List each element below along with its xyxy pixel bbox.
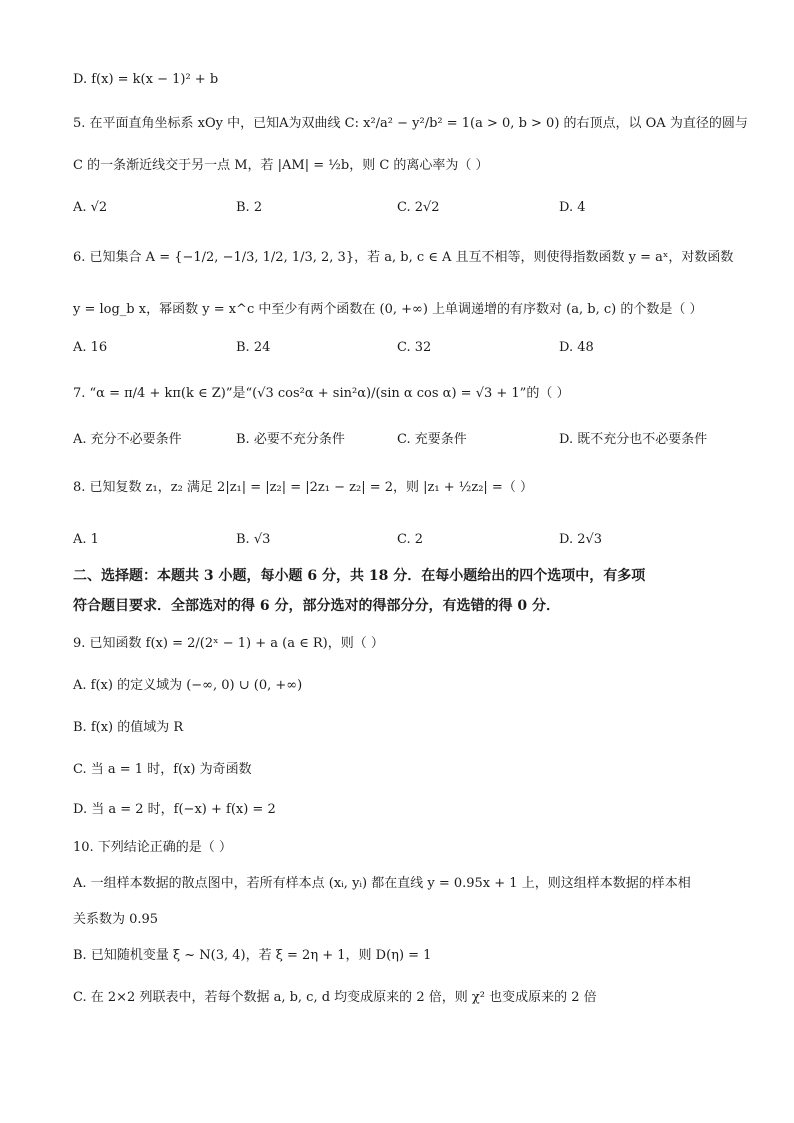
q6-option-c: C. 32 — [397, 340, 432, 355]
q10-option-c: C. 在 2×2 列联表中，若每个数据 a, b, c, d 均变成原来的 2 倍，则 χ² 也变成原来的 2 倍 — [73, 990, 597, 1005]
q6-option-b: B. 24 — [236, 340, 271, 355]
q9-stem: 9. 已知函数 f(x) = 2/(2ˣ − 1) + a (a ∈ R)，则（ ） — [73, 636, 384, 651]
q5-stem-line2: C 的一条渐近线交于另一点 M，若 |AM| = ½b，则 C 的离心率为（ ） — [73, 158, 489, 173]
q7-option-a: A. 充分不必要条件 — [73, 432, 182, 447]
q9-option-b: B. f(x) 的值域为 R — [73, 720, 184, 735]
q7-option-b: B. 必要不充分条件 — [236, 432, 345, 447]
q4-option-d: D. f(x) = k(x − 1)² + b — [73, 72, 219, 87]
q6-stem-line1: 6. 已知集合 A = {−1/2, −1/3, 1/2, 1/3, 2, 3}，若 a, b, c ∈ A 且互不相等，则使得指数函数 y = aˣ，对数函数 — [73, 250, 734, 265]
q5-option-b: B. 2 — [236, 200, 263, 215]
q5-option-a: A. √2 — [73, 200, 108, 215]
q9-option-c: C. 当 a = 1 时，f(x) 为奇函数 — [73, 762, 252, 777]
q10-stem: 10. 下列结论正确的是（ ） — [73, 840, 232, 855]
q5-option-c: C. 2√2 — [397, 200, 440, 215]
q6-option-a: A. 16 — [73, 340, 108, 355]
q9-option-a: A. f(x) 的定义域为 (−∞, 0) ∪ (0, +∞) — [73, 678, 303, 693]
section2-heading-line1: 二、选择题：本题共 3 小题，每小题 6 分，共 18 分．在每小题给出的四个选项中，有多项 — [73, 568, 646, 584]
q8-option-c: C. 2 — [397, 532, 424, 547]
q7-stem: 7. “α = π/4 + kπ(k ∈ Z)”是“(√3 cos²α + sin²α)/(sin α cos α) = √3 + 1”的（ ） — [73, 386, 570, 401]
q10-option-a-line1: A. 一组样本数据的散点图中，若所有样本点 (xᵢ, yᵢ) 都在直线 y = 0.95x + 1 上，则这组样本数据的样本相 — [73, 876, 691, 891]
q10-option-a-line2: 关系数为 0.95 — [73, 912, 159, 927]
q5-option-d: D. 4 — [559, 200, 586, 215]
q10-option-b: B. 已知随机变量 ξ ~ N(3, 4)，若 ξ = 2η + 1，则 D(η) = 1 — [73, 948, 432, 963]
section2-heading-line2: 符合题目要求．全部选对的得 6 分，部分选对的得部分分，有选错的得 0 分． — [73, 598, 560, 614]
q8-stem: 8. 已知复数 z₁，z₂ 满足 2|z₁| = |z₂| = |2z₁ − z₂| = 2，则 |z₁ + ½z₂| =（ ） — [73, 480, 533, 495]
q8-option-a: A. 1 — [73, 532, 99, 547]
q7-option-d: D. 既不充分也不必要条件 — [559, 432, 708, 447]
q9-option-d: D. 当 a = 2 时，f(−x) + f(x) = 2 — [73, 802, 276, 817]
q7-option-c: C. 充要条件 — [397, 432, 467, 447]
q6-stem-line2: y = log_b x，幂函数 y = x^c 中至少有两个函数在 (0, +∞) 上单调递增的有序数对 (a, b, c) 的个数是（ ） — [73, 302, 703, 317]
q5-stem-line1: 5. 在平面直角坐标系 xOy 中，已知A为双曲线 C: x²/a² − y²/b² = 1(a > 0, b > 0) 的右顶点，以 OA 为直径的圆与 — [73, 116, 748, 131]
q8-option-b: B. √3 — [236, 532, 271, 547]
q6-option-d: D. 48 — [559, 340, 594, 355]
q8-option-d: D. 2√3 — [559, 532, 603, 547]
